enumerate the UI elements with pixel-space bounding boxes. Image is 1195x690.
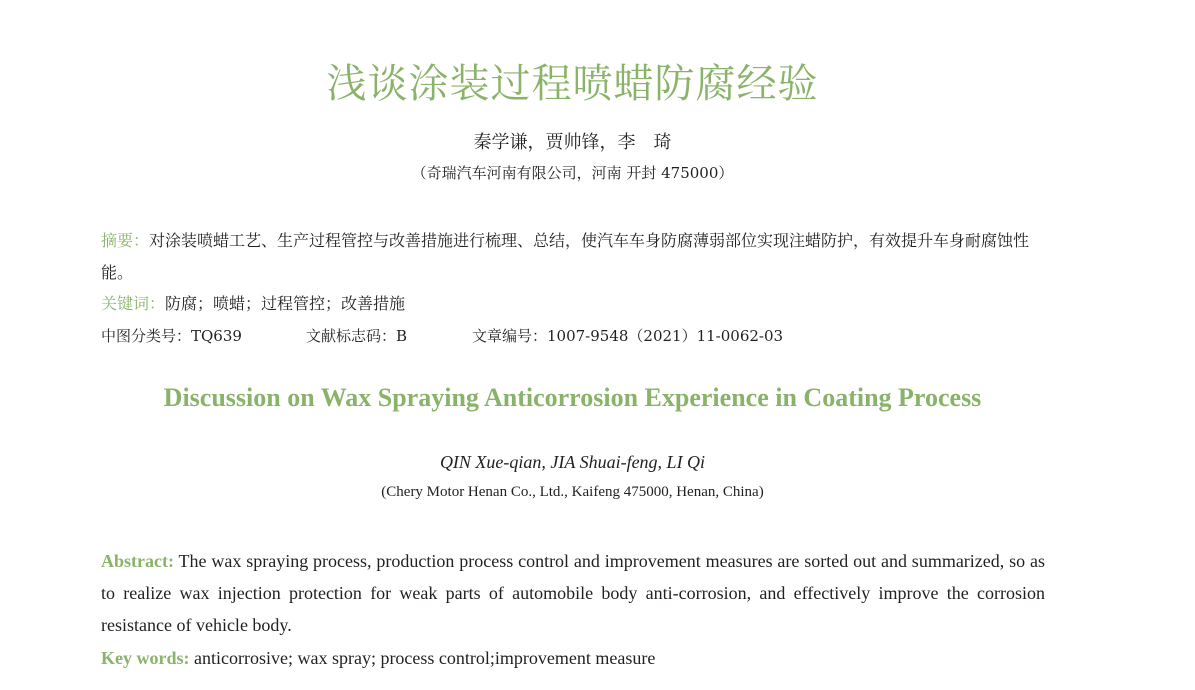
chinese-affiliation: （奇瑞汽车河南有限公司，河南 开封 475000） [411,164,734,182]
english-title: Discussion on Wax Spraying Anticorrosion Experience in Coating Process [163,383,982,412]
english-keywords-text: anticorrosive; wax spray; process control;improvement measure [189,648,656,668]
chinese-keywords [101,290,405,318]
english-keywords [101,642,655,674]
english-authors: QIN Xue-qian, JIA Shuai-feng, LI Qi [439,452,706,472]
document-code: 文献标志码：B [306,327,408,345]
english-keywords-label: Key words: [101,648,190,668]
chinese-title: 浅谈涂装过程喷蜡防腐经验 [326,61,819,107]
article-number: 文章编号：1007-9548（2021）11-0062-03 [472,327,784,345]
chinese-abstract-text: 对涂装喷蜡工艺、生产过程管控与改善措施进行梳理、总结，使汽车车身防腐薄弱部位实现注蜡防护，有效提升车身耐腐蚀性能。 [101,231,1030,282]
classification-line [101,322,783,350]
chinese-abstract [101,225,1051,289]
english-abstract [101,545,1045,641]
chinese-authors: 秦学谦，贾帅锋，李 琦 [473,132,672,153]
clc-number: 中图分类号：TQ639 [101,327,242,345]
english-abstract-label: Abstract: [101,551,174,571]
chinese-keywords-label: 关键词： [101,294,166,313]
chinese-abstract-label: 摘要： [101,231,150,250]
english-abstract-text: The wax spraying process, production process control and improvement measures are sorted out and summarized, so as to realize wax injection protection for weak parts of automobile body anti-corrosion, and effectively improve the corrosion resistance of vehicle body. [101,551,1045,635]
chinese-keywords-text: 防腐；喷蜡；过程管控；改善措施 [165,294,406,313]
english-affiliation: (Chery Motor Henan Co., Ltd., Kaifeng 475000, Henan, China) [381,484,764,500]
